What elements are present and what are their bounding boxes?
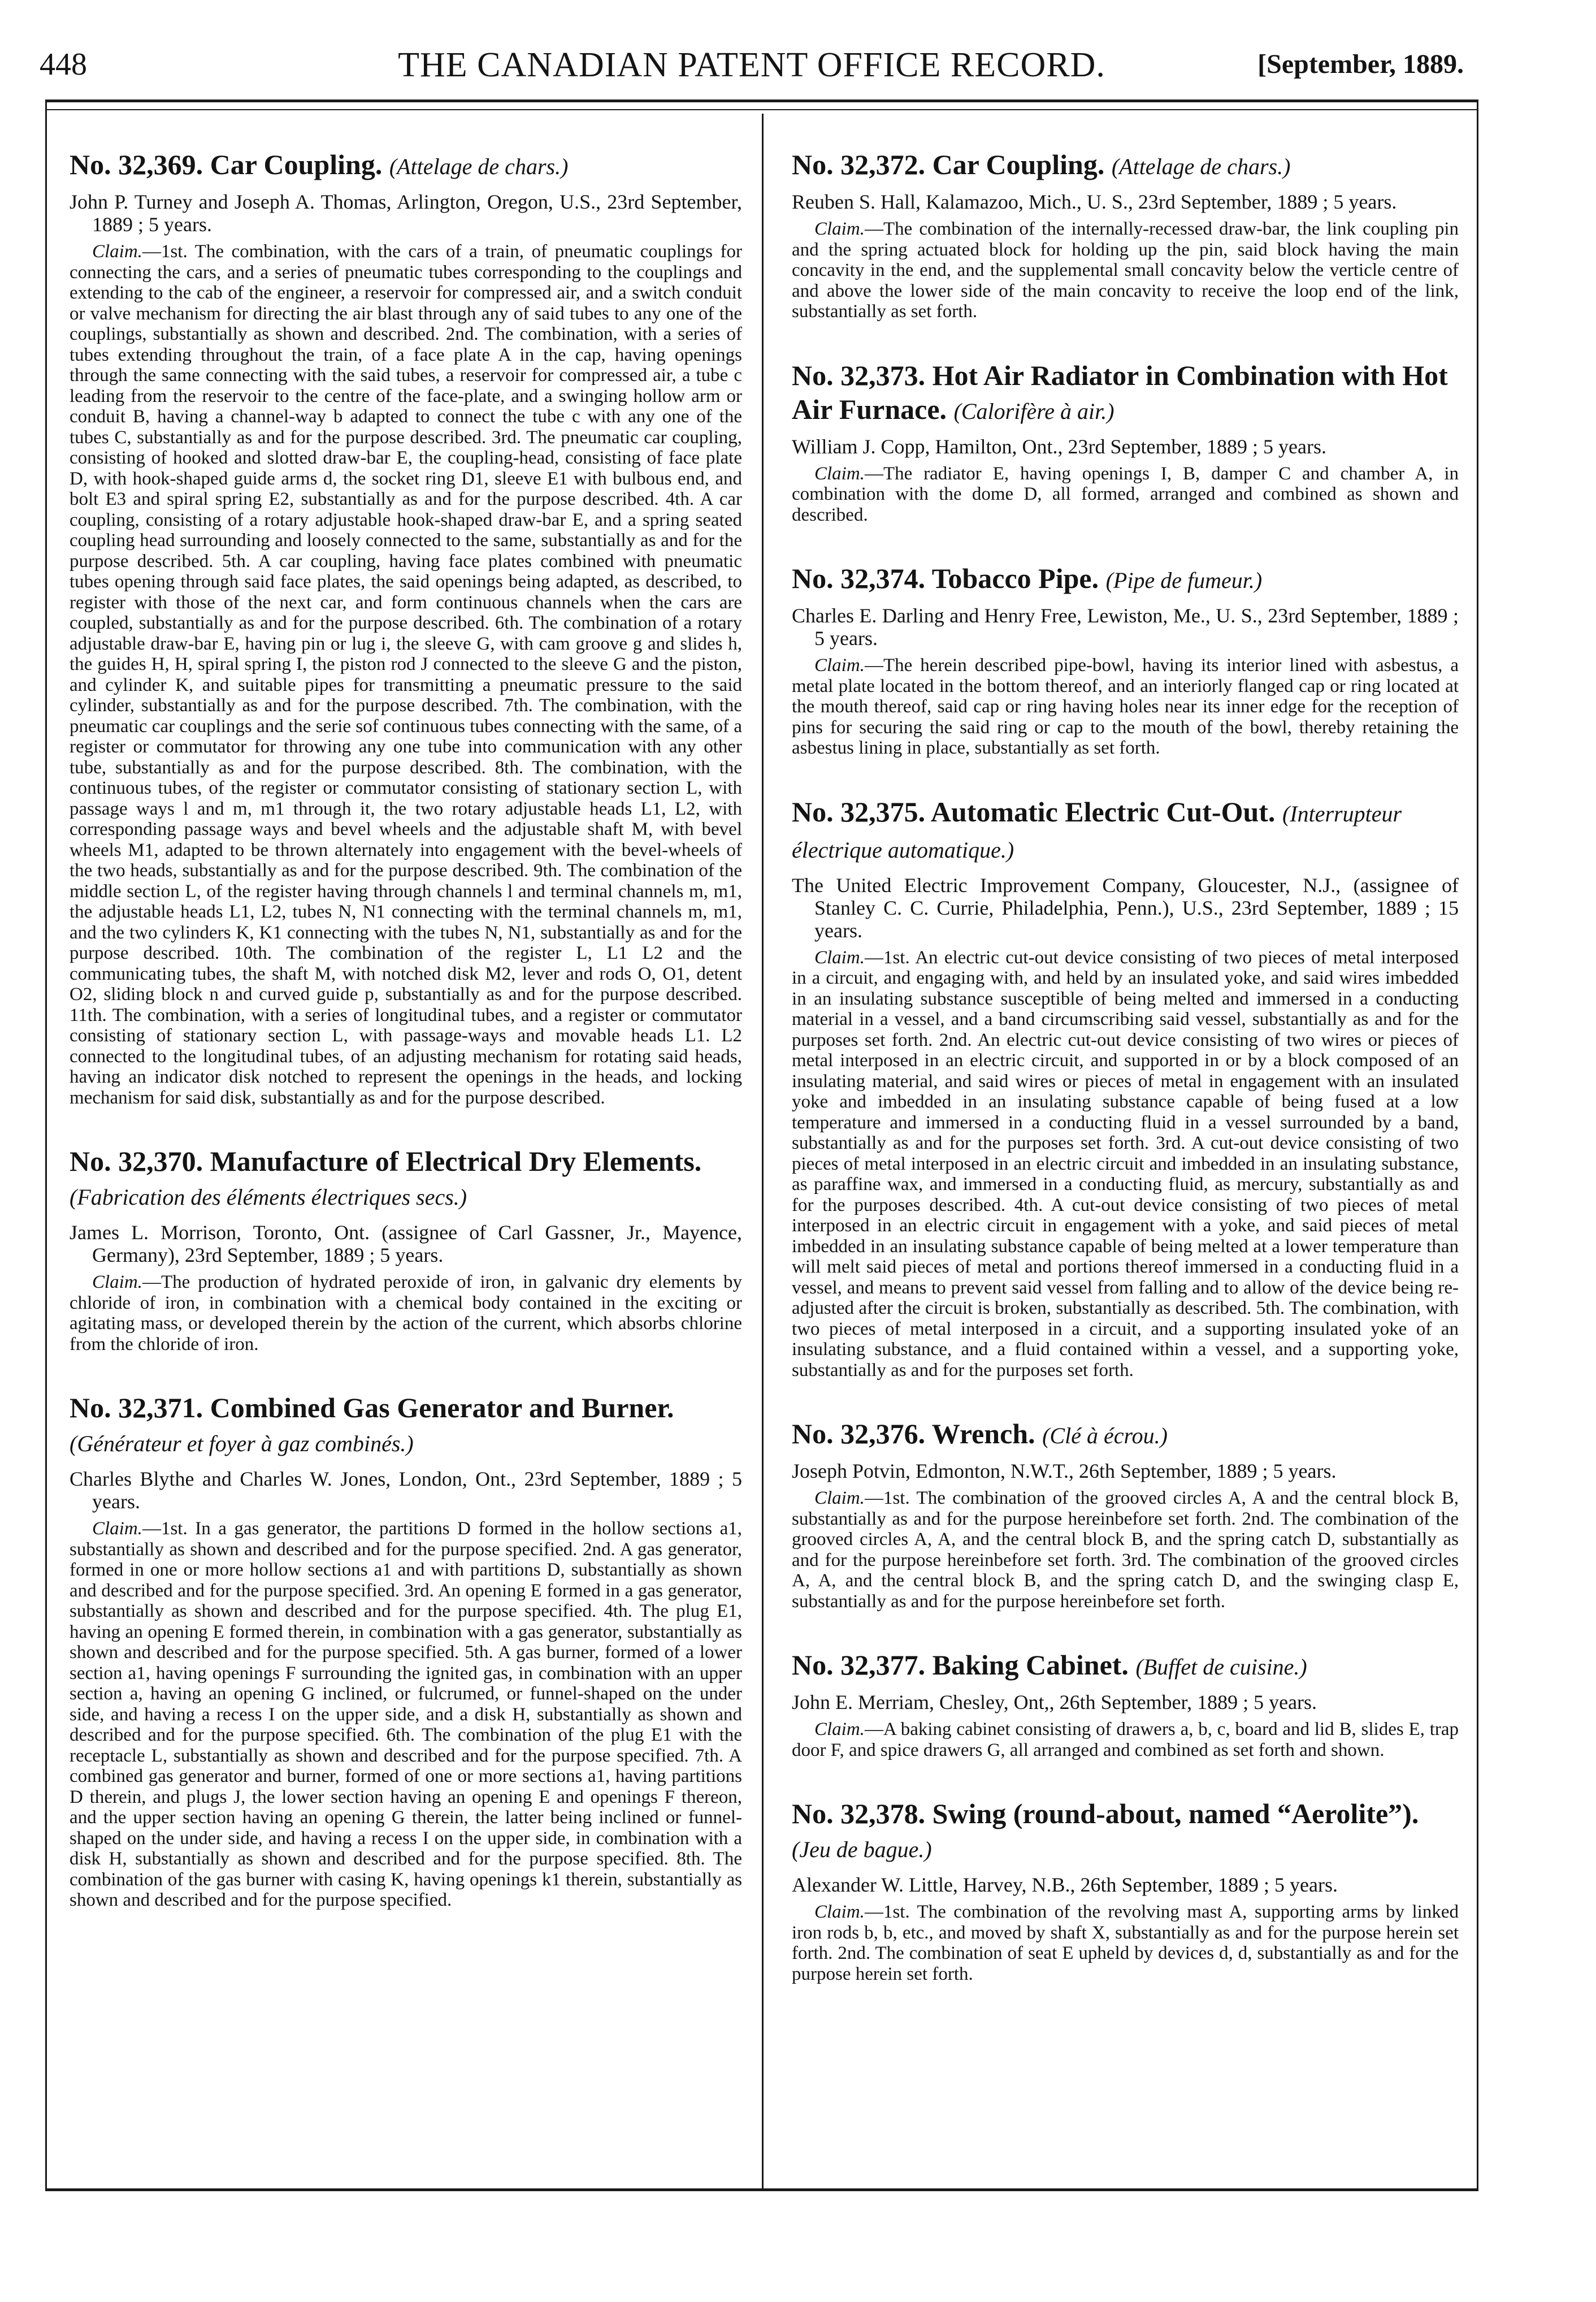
patent-number: No. 32,378. <box>792 1798 926 1829</box>
patent-entry <box>792 561 1459 759</box>
claim-label: Claim. <box>814 655 865 676</box>
patent-heading <box>70 148 742 184</box>
patent-french-title: (Clé à écrou.) <box>1042 1423 1168 1448</box>
patent-applicant: Joseph Potvin, Edmonton, N.W.T., 26th September, 1889 ; 5 years. <box>792 1460 1337 1482</box>
patent-claim <box>70 1272 742 1355</box>
patent-number: No. 32,370. <box>70 1145 203 1177</box>
patent-entry <box>792 795 1459 1381</box>
column-divider <box>762 114 764 2188</box>
patent-claim <box>70 241 742 1108</box>
patent-entry <box>792 358 1459 526</box>
patent-french-title: (Buffet de cuisine.) <box>1135 1654 1307 1680</box>
patent-french-title: (Interrupteur électrique automatique.) <box>792 800 1402 863</box>
patent-french-title: (Générateur et foyer à gaz combinés.) <box>70 1431 414 1456</box>
patent-entry <box>792 1417 1459 1612</box>
patent-title: Swing (round-about, named “Aerolite”). <box>932 1798 1419 1829</box>
patent-heading <box>792 1417 1459 1453</box>
patent-entry <box>792 1648 1459 1760</box>
patent-heading <box>792 148 1459 184</box>
patent-heading <box>70 1391 742 1461</box>
patent-title: Tobacco Pipe. <box>931 562 1099 594</box>
patent-number: No. 32,372. <box>792 149 926 180</box>
patent-number: No. 32,369. <box>70 149 203 180</box>
patent-number: No. 32,374. <box>792 562 926 594</box>
claim-text: —The combination of the internally-recessed draw-bar, the link coupling pin and the spring actuated block for holding up the pin, said block having the main concavity in the end, and the supplemental small concavity below the verticle centre of and above the lower side of the main concavity to receive the loop end of the link, substantially as set forth. <box>792 219 1459 322</box>
patent-heading <box>792 1648 1459 1684</box>
claim-label: Claim. <box>814 463 865 484</box>
patent-applicant: Reuben S. Hall, Kalamazoo, Mich., U. S., 23rd September, 1889 ; 5 years. <box>792 191 1397 213</box>
patent-number: No. 32,371. <box>70 1392 203 1423</box>
patent-heading <box>792 795 1459 867</box>
patent-applicant: John E. Merriam, Chesley, Ont,, 26th September, 1889 ; 5 years. <box>792 1691 1317 1713</box>
right-column <box>792 148 1459 2020</box>
claim-text: —The production of hydrated peroxide of iron, in galvanic dry elements by chloride of iron, in combination with a chemical body contained in the exciting or agitating mass, or developed therein by the action of the current, which absorbs chlorine from the chloride of iron. <box>70 1272 742 1355</box>
patent-number: No. 32,376. <box>792 1418 926 1449</box>
patent-claim <box>792 1488 1459 1612</box>
patent-french-title: (Attelage de chars.) <box>1111 154 1291 179</box>
claim-label: Claim. <box>814 947 865 968</box>
patent-entry <box>70 1144 742 1355</box>
patent-french-title: (Attelage de chars.) <box>389 154 569 179</box>
patent-number: No. 32,377. <box>792 1649 926 1681</box>
patent-heading <box>792 561 1459 598</box>
patent-applicant: The United Electric Improvement Company, Gloucester, N.J., (assignee of Stanley C. C. Currie, Philadelphia, Penn.), U.S., 23rd September, 1889 ; 15 years. <box>792 873 1459 942</box>
patent-heading <box>792 358 1459 429</box>
claim-label: Claim. <box>814 1902 865 1922</box>
patent-title: Car Coupling. <box>932 149 1105 180</box>
claim-text: —The radiator E, having openings I, B, damper C and chamber A, in combination with the dome D, all formed, arranged and combined as shown and described. <box>792 463 1459 525</box>
patent-title: Baking Cabinet. <box>932 1649 1129 1681</box>
patent-title: Wrench. <box>931 1418 1035 1449</box>
patent-number: No. 32,373. <box>792 359 926 391</box>
left-column <box>70 148 742 1947</box>
patent-french-title: (Pipe de fumeur.) <box>1105 568 1263 593</box>
patent-number: No. 32,375. <box>792 795 926 828</box>
patent-french-title: (Jeu de bague.) <box>792 1837 932 1862</box>
patent-applicant: John P. Turney and Joseph A. Thomas, Arlington, Oregon, U.S., 23rd September, 1889 ; 5 years. <box>70 191 742 236</box>
claim-label: Claim. <box>92 1272 142 1292</box>
patent-applicant: Charles E. Darling and Henry Free, Lewiston, Me., U. S., 23rd September, 1889 ; 5 years. <box>792 604 1459 650</box>
patent-french-title: (Fabrication des éléments électriques secs.) <box>70 1184 467 1210</box>
patent-heading <box>792 1797 1459 1867</box>
claim-text: —1st. The combination of the revolving mast A, supporting arms by linked iron rods b, b, etc., and moved by shaft X, substantially as and for the purpose herein set forth. 2nd. The combination of seat E upheld by devices d, d, substantially as and for the purpose herein set forth. <box>792 1902 1459 1984</box>
claim-text: —1st. An electric cut-out device consisting of two pieces of metal interposed in a circuit, and engaging with, and held by an insulated yoke, and said wires imbedded in an insulating substance susceptible of being melted and immersed in a conducting material in a vessel, and a band circumscribing said vessel, substantially as and for the purposes set forth. 2nd. An electric cut-out device consisting of two wires or pieces of metal interposed in an electric circuit, and supported in or by a block composed of an insulating material, and said wires or pieces of metal in engagement with an insulated yoke and imbedded in an insulating substance capable of being fused at a low temperature and immersed in a conducting fluid in a vessel surrounded by a band, substantially as and for the purposes set forth. 3rd. A cut-out device consisting of two pieces of metal interposed in an electric circuit and imbedded in an insulating substance, as paraffine wax, and immersed in a conducting fluid, as mercury, substantially as and for the purposes described. 4th. A cut-out device consisting of two pieces of metal interposed in an electric circuit in engagement with a yoke, and said pieces of metal imbedded in an insulating substance capable of being melted at a lower temperature than will melt said pieces of metal and portions thereof immersed in a conducting fluid in a vessel, and means to prevent said vessel from falling and to allow of the device being re-adjusted after the circuit is broken, substantially as described. 5th. The combination, with two pieces of metal interposed in a circuit, and a supporting insulated yoke of an insulating substance, and a fluid contained within a vessel, and a supporting yoke, substantially as and for the purposes set forth. <box>792 947 1459 1381</box>
patent-applicant: Alexander W. Little, Harvey, N.B., 26th September, 1889 ; 5 years. <box>792 1873 1338 1896</box>
patent-french-title: (Calorifère à air.) <box>953 398 1114 424</box>
claim-label: Claim. <box>92 241 142 262</box>
patent-heading <box>70 1144 742 1214</box>
journal-title: THE CANADIAN PATENT OFFICE RECORD. <box>398 46 1105 84</box>
patent-claim <box>792 1902 1459 1984</box>
claim-text: —1st. The combination of the grooved circles A, A and the central block B, substantially as and for the purpose hereinbefore set forth. 2nd. The combination of the grooved circles A, A, and the central block B, and the spring catch D, substantially as and for the purpose hereinbefore set forth. 3rd. The combination of the grooved circles A, A, and the central block B, and the spring catch D, and the swinging clasp E, substantially as and for the purpose hereinbefore set forth. <box>792 1488 1459 1612</box>
patent-entry <box>70 148 742 1108</box>
issue-date: [September, 1889. <box>1257 49 1464 79</box>
claim-label: Claim. <box>92 1518 142 1539</box>
patent-title: Manufacture of Electrical Dry Elements. <box>210 1145 702 1177</box>
claim-text: —1st. In a gas generator, the partitions D formed in the hollow sections a1, substantially as shown and described and for the purpose specified. 2nd. A gas generator, formed in one or more hollow sections a1 and with partitions D, substantially as shown and described and for the purpose specified. 3rd. An opening E formed in a gas generator, substantially as shown and described and for the purpose specified. 4th. The plug E1, having an opening E formed therein, in combination with a gas generator, substantially as shown and described and for the purpose specified. 5th. A gas burner, formed of a lower section a1, having openings F surrounding the ignited gas, in combination with an upper section a, having an opening G inclined, or fulcrumed, or funnel-shaped on the under side, and having a recess I on the upper side, and a disk H, substantially as shown and described and for the purpose specified. 6th. The combination of the plug E1 with the receptacle L, substantially as shown and described and for the purpose specified. 7th. A combined gas generator and burner, formed of one or more sections a1, having partitions D therein, and plugs J, the lower section having an opening E and openings F thereon, and the upper section having an opening G therein, the latter being inclined or funnel-shaped on the under side, and having a recess I on the upper side, in combination with a disk H, substantially as shown and described and for the purpose specified. 8th. The combination of the gas burner with casing K, having openings k1 therein, substantially as shown and described and for the purpose specified. <box>70 1518 742 1910</box>
patent-claim <box>792 219 1459 322</box>
patent-applicant: James L. Morrison, Toronto, Ont. (assignee of Carl Gassner, Jr., Mayence, Germany), 23rd September, 1889 ; 5 years. <box>70 1221 742 1266</box>
claim-text: —1st. The combination, with the cars of a train, of pneumatic couplings for connecting the cars, and a series of pneumatic tubes corresponding to the couplings and extending to the cab of the engineer, a reservoir for compressed air, and a switch conduit or valve mechanism for directing the air blast through any of said tubes to any one of the couplings, substantially as shown and described. 2nd. The combination, with a series of tubes extending throughout the train, of a face plate A in the cap, having openings through the same connecting with the said tubes, a reservoir for compressed air, a tube c leading from the reservoir to the centre of the face-plate, and a swinging hollow arm or conduit B, having a channel-way b adapted to connect the tube c with any one of the tubes C, substantially as and for the purpose described. 3rd. The pneumatic car coupling, consisting of hooked and slotted draw-bar E, the coupling-head, consisting of face plate D, with hook-shaped guide arms d, the socket ring D1, sleeve E1 with bulbous end, and bolt E3 and spiral spring E2, substantially as and for the purpose described. 4th. A car coupling, consisting of a rotary adjustable hook-shaped draw-bar E, and a spring seated coupling head surrounding and loosely connected to the same, substantially as and for the purpose described. 5th. A car coupling, having face plates combined with pneumatic tubes opening through said face plates, the said openings being adapted, as described, to register with those of the next car, and form continuous channels when the cars are coupled, substantially as and for the purpose described. 6th. The combination of a rotary adjustable draw-bar E, having pin or lug i, the sleeve G, with cam groove g and slides h, the guides H, H, spiral spring I, the piston rod J connected to the sleeve G and the piston, and cylinder K, and suitable pipes for transmitting a pneumatic pressure to the said cylinder, substantially as and for the purpose described. 7th. The combination, with the pneumatic car couplings and the serie sof continuous tubes connecting with the same, of a register or commutator for throwing any one tube into communication with any other tube, substantially as and for the purpose described. 8th. The combination, with the continuous tubes, of the register or commutator consisting of stationary section L, with passage ways l and m, m1 through it, the two rotary adjustable heads L1, L2, with corresponding passage ways and bevel wheels and the adjustable shaft M, with bevel wheels M1, adapted to be thrown alternately into engagement with the bevel-wheels of the two heads, substantially as and for the purpose described. 9th. The combination of the middle section L, of the register having through channels l and terminal channels m, m1, the adjustable heads L1, L2, tubes N, N1 connecting with the terminal channels m, m1, and the two cylinders K, K1 connecting with the tubes N, N1, substantially as and for the purpose described. 10th. The combination of the register L, L1 L2 and the communicating tubes, the shaft M, with notched disk M2, lever and rods O, O1, detent O2, sliding block n and curved guide p, substantially as and for the purpose described. 11th. The combination, with a series of longitudinal tubes, and a register or commutator consisting of stationary section L, with passage-ways and movable heads L1. L2 connected to the longitudinal tubes, of an adjusting mechanism for rotating said heads, having an indicator disk notched to represent the openings in the heads, and locking mechanism for said disk, substantially as and for the purpose described. <box>70 241 742 1108</box>
patent-title: Combined Gas Generator and Burner. <box>210 1392 674 1423</box>
patent-claim <box>792 947 1459 1381</box>
claim-text: —The herein described pipe-bowl, having its interior lined with asbestus, a metal plate located in the bottom thereof, and an interiorly flanged cap or ring located at the mouth thereof, said cap or ring having holes near its inner edge for the reception of pins for securing the said ring or cap to the mouth of the bowl, thereby retaining the asbestus lining in place, substantially as set forth. <box>792 655 1459 758</box>
patent-entry <box>792 1797 1459 1984</box>
patent-entry <box>70 1391 742 1911</box>
page-header <box>40 38 1464 95</box>
claim-label: Claim. <box>814 1488 865 1508</box>
page-number: 448 <box>40 47 87 82</box>
patent-applicant: William J. Copp, Hamilton, Ont., 23rd September, 1889 ; 5 years. <box>792 435 1326 458</box>
claim-text: —A baking cabinet consisting of drawers a, b, c, board and lid B, slides E, trap door F, and spice drawers G, all arranged and combined as set forth and shown. <box>792 1719 1459 1760</box>
claim-label: Claim. <box>814 219 865 239</box>
patent-title: Car Coupling. <box>210 149 383 180</box>
patent-claim <box>70 1518 742 1911</box>
claim-label: Claim. <box>814 1719 865 1740</box>
patent-applicant: Charles Blythe and Charles W. Jones, London, Ont., 23rd September, 1889 ; 5 years. <box>70 1468 742 1513</box>
patent-claim <box>792 464 1459 526</box>
patent-entry <box>792 148 1459 322</box>
patent-claim <box>792 655 1459 759</box>
patent-claim <box>792 1719 1459 1760</box>
page-frame <box>45 99 1478 2191</box>
patent-title: Automatic Electric Cut-Out. <box>930 795 1276 828</box>
patent-title: Hot Air Radiator in Combination with Hot Air Furnace. <box>792 359 1448 425</box>
